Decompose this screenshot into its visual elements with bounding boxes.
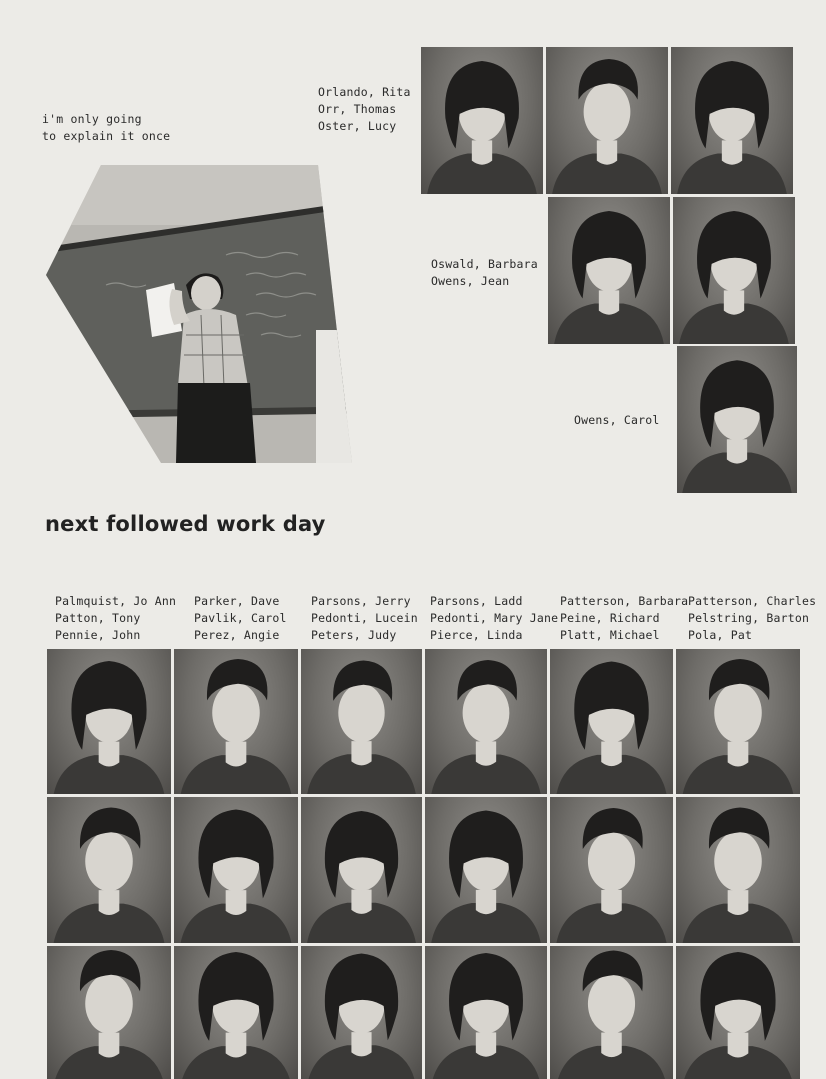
student-name: Owens, Jean: [431, 274, 510, 288]
student-portrait: [47, 649, 171, 794]
student-name: Pedonti, Lucein: [311, 611, 418, 625]
student-portrait: [676, 797, 800, 943]
student-name: Orr, Thomas: [318, 102, 397, 116]
student-name: Pelstring, Barton: [688, 611, 810, 625]
student-portrait: [425, 797, 547, 943]
student-name: Patton, Tony: [55, 611, 141, 625]
student-name: Palmquist, Jo Ann: [55, 594, 177, 608]
student-name: Perez, Angie: [194, 628, 280, 642]
name-group-3: [574, 412, 659, 429]
student-name: Pennie, John: [55, 628, 141, 642]
student-portrait: [676, 946, 800, 1079]
student-portrait: [174, 797, 298, 943]
student-name: Patterson, Charles: [688, 594, 817, 608]
portrait-silhouette: [425, 797, 547, 943]
student-portrait: [677, 346, 797, 493]
portrait-silhouette: [174, 797, 298, 943]
portrait-silhouette: [673, 197, 795, 344]
portrait-silhouette: [301, 946, 422, 1079]
portrait-silhouette: [47, 649, 171, 794]
student-name: Pola, Pat: [688, 628, 753, 642]
portrait-silhouette: [550, 946, 673, 1079]
portrait-silhouette: [421, 47, 543, 194]
student-portrait: [673, 197, 795, 344]
portrait-silhouette: [550, 649, 673, 794]
student-portrait: [301, 649, 422, 794]
student-name: Orlando, Rita: [318, 85, 411, 99]
portrait-silhouette: [677, 346, 797, 493]
student-name: Pedonti, Mary Jane: [430, 611, 559, 625]
name-column-5: [560, 593, 688, 644]
candid-caption: [42, 111, 170, 145]
student-portrait: [174, 649, 298, 794]
portrait-silhouette: [671, 47, 793, 194]
portrait-silhouette: [425, 649, 547, 794]
portrait-silhouette: [301, 649, 422, 794]
student-name: Peters, Judy: [311, 628, 397, 642]
portrait-silhouette: [676, 649, 800, 794]
student-name: Pierce, Linda: [430, 628, 523, 642]
student-portrait: [676, 649, 800, 794]
portrait-silhouette: [548, 197, 670, 344]
caption-line: to explain it once: [42, 129, 171, 143]
student-portrait: [47, 797, 171, 943]
student-portrait: [174, 946, 298, 1079]
student-name: Pavlik, Carol: [194, 611, 287, 625]
name-group-1: [318, 84, 411, 135]
student-name: Patterson, Barbara: [560, 594, 689, 608]
section-heading: next followed work day: [45, 512, 326, 536]
student-name: Parsons, Jerry: [311, 594, 411, 608]
student-portrait: [421, 47, 543, 194]
name-column-2: [194, 593, 287, 644]
name-group-2: [431, 256, 538, 290]
portrait-silhouette: [47, 797, 171, 943]
student-name: Parker, Dave: [194, 594, 280, 608]
student-name: Owens, Carol: [574, 413, 660, 427]
student-name: Parsons, Ladd: [430, 594, 523, 608]
name-column-4: [430, 593, 558, 644]
student-name: Oster, Lucy: [318, 119, 397, 133]
student-name: Oswald, Barbara: [431, 257, 538, 271]
student-portrait: [550, 797, 673, 943]
portrait-silhouette: [301, 797, 422, 943]
student-portrait: [425, 649, 547, 794]
student-portrait: [301, 797, 422, 943]
student-name: Platt, Michael: [560, 628, 660, 642]
student-name: Peine, Richard: [560, 611, 660, 625]
name-column-6: [688, 593, 816, 644]
portrait-silhouette: [546, 47, 668, 194]
student-portrait: [301, 946, 422, 1079]
student-portrait: [425, 946, 547, 1079]
portrait-silhouette: [425, 946, 547, 1079]
portrait-silhouette: [550, 797, 673, 943]
student-portrait: [671, 47, 793, 194]
portrait-silhouette: [676, 797, 800, 943]
classroom-photo: [46, 165, 352, 463]
student-portrait: [47, 946, 171, 1079]
name-column-3: [311, 593, 418, 644]
student-portrait: [546, 47, 668, 194]
student-portrait: [548, 197, 670, 344]
student-portrait: [550, 946, 673, 1079]
caption-line: i'm only going: [42, 112, 142, 126]
portrait-silhouette: [676, 946, 800, 1079]
name-column-1: [55, 593, 176, 644]
portrait-silhouette: [174, 649, 298, 794]
portrait-silhouette: [174, 946, 298, 1079]
portrait-silhouette: [47, 946, 171, 1079]
student-portrait: [550, 649, 673, 794]
